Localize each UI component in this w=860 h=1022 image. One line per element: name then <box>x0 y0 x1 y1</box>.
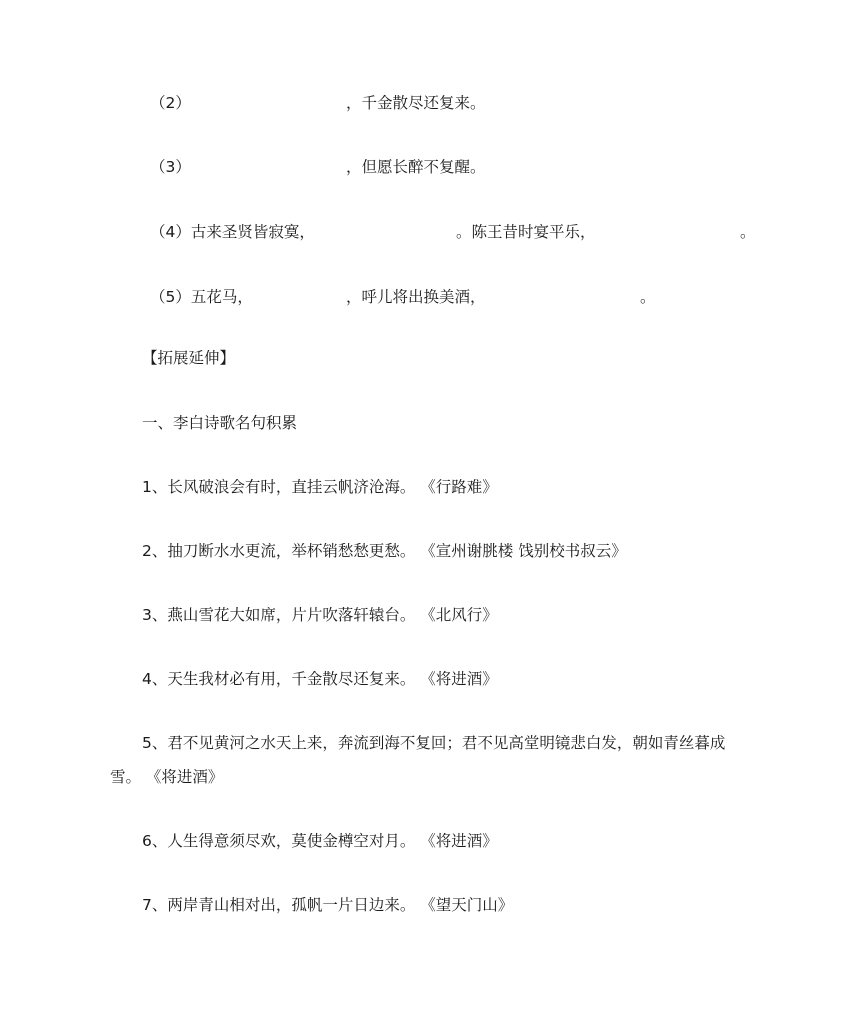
list-item: 6、人生得意须尽欢，莫使金樽空对月。 《将进酒》 <box>142 832 498 850</box>
list-item-continuation: 雪。 《将进酒》 <box>110 768 224 786</box>
question-4-part-a: （4）古来圣贤皆寂寞， <box>150 223 315 241</box>
question-3-number: （3） <box>150 158 191 176</box>
extension-heading: 【拓展延伸】 <box>142 349 236 367</box>
list-item: 5、君不见黄河之水天上来，奔流到海不复回；君不见高堂明镜悲白发，朝如青丝暮成 <box>142 734 726 752</box>
list-item: 3、燕山雪花大如席，片片吹落轩辕台。 《北风行》 <box>142 606 498 624</box>
question-5-part-c: 。 <box>640 288 656 306</box>
list-item: 2、抽刀断水水更流，举杯销愁愁更愁。 《宣州谢朓楼 饯别校书叔云》 <box>142 542 627 560</box>
question-4-part-b: 。陈王昔时宴平乐， <box>456 223 596 241</box>
question-5-part-b: ，呼儿将出换美酒， <box>346 288 486 306</box>
section-title: 一、李白诗歌名句积累 <box>142 414 298 432</box>
question-2-number: （2） <box>150 94 191 112</box>
question-2-tail: ，千金散尽还复来。 <box>346 94 486 112</box>
list-item: 1、长风破浪会有时，直挂云帆济沧海。 《行路难》 <box>142 478 498 496</box>
list-item: 7、两岸青山相对出，孤帆一片日边来。 《望天门山》 <box>142 896 514 914</box>
question-5-part-a: （5）五花马， <box>150 288 253 306</box>
question-4-part-c: 。 <box>740 223 756 241</box>
question-3-tail: ，但愿长醉不复醒。 <box>346 158 486 176</box>
list-item: 4、天生我材必有用，千金散尽还复来。 《将进酒》 <box>142 670 498 688</box>
